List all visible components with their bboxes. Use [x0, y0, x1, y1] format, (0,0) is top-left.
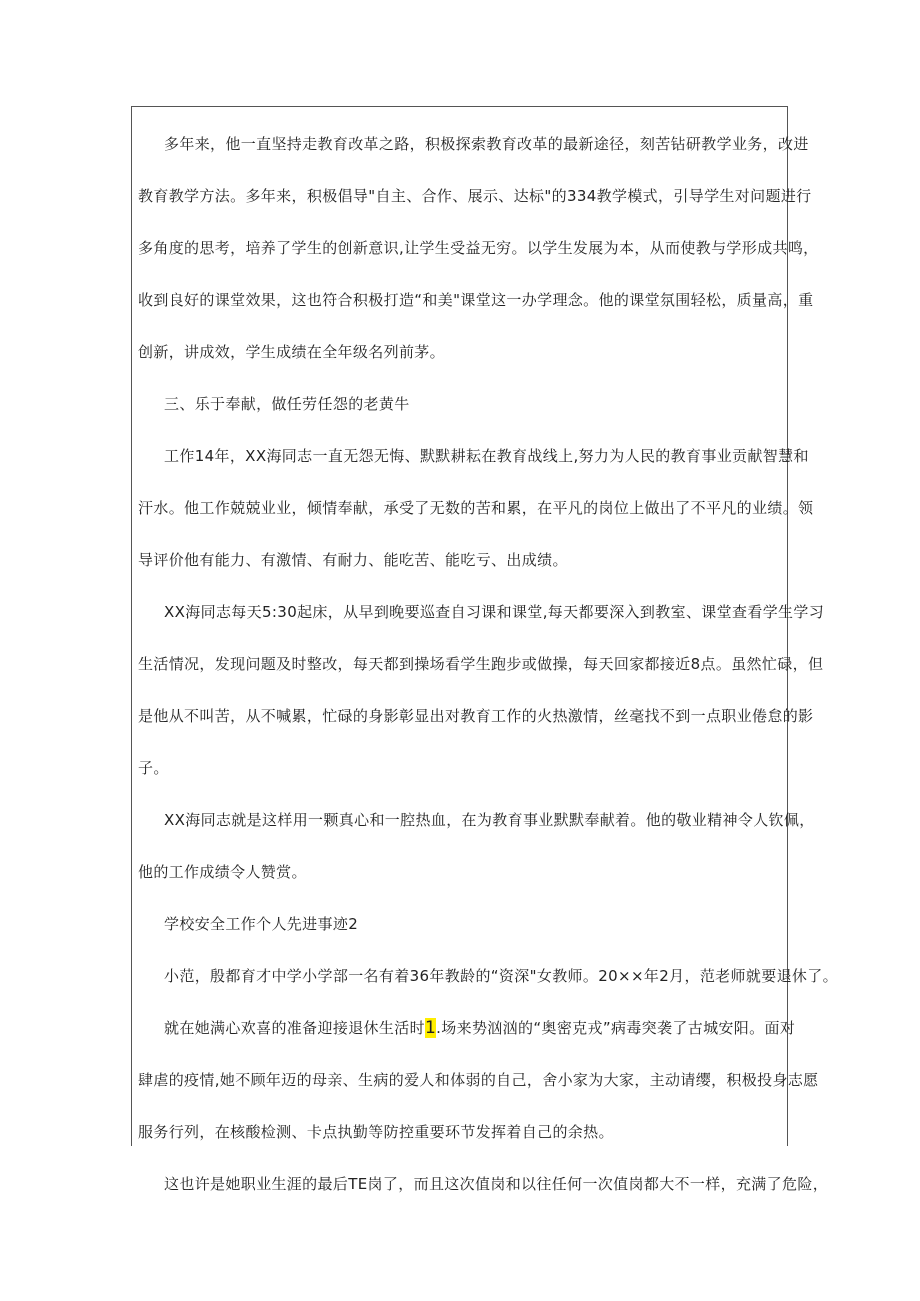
section-heading: 三、乐于奉献，做任劳任怨的老黄牛 — [164, 395, 410, 413]
text-line: 生活情况，发现问题及时整改，每天都到操场看学生跑步或做操，每天回家都接近8点。虽然忙碌，但 — [138, 655, 824, 673]
text-line: 工作14年，XX海同志一直无怨无悔、默默耕耘在教育战线上,努力为人民的教育事业贡献智慧和 — [164, 447, 809, 465]
highlighted-marker: 1 — [424, 1018, 437, 1038]
text-line: 多角度的思考，培养了学生的创新意识,让学生受益无穷。以学生发展为本，从而使教与学形成共鸣， — [138, 239, 819, 257]
text-line: 他的工作成绩令人赞赏。 — [138, 863, 307, 881]
text-line: 汗水。他工作兢兢业业，倾情奉献，承受了无数的苦和累，在平凡的岗位上做出了不平凡的业绩。领 — [138, 499, 814, 517]
text-line: 子。 — [138, 759, 169, 777]
text-line: 创新，讲成效，学生成绩在全年级名列前茅。 — [138, 343, 446, 361]
text-line: 多年来，他一直坚持走教育改革之路，积极探索教育改革的最新途径，刻苦钻研教学业务，改进 — [164, 135, 809, 153]
text-segment: .场来势汹汹的“奥密克戎”病毒突袭了古城安阳。面对 — [436, 1019, 796, 1037]
text-line: 是他从不叫苦，从不喊累，忙碌的身影彰显出对教育工作的火热激情，丝毫找不到一点职业倦怠的影 — [138, 707, 814, 725]
text-line: 小范，殷都育才中学小学部一名有着36年教龄的“资深"女教师。20××年2月，范老师就要退休了。 — [164, 967, 838, 985]
text-line: 肆虐的疫情,她不顾年迈的母亲、生病的爱人和体弱的自己，舍小家为大家，主动请缨，积极投身志愿 — [138, 1071, 819, 1089]
text-line: 服务行列，在核酸检测、卡点执勤等防控重要环节发挥着自己的余热。 — [138, 1123, 614, 1141]
text-line: XX海同志每天5:30起床，从早到晚要巡查自习课和课堂,每天都要深入到教室、课堂查看学生学习 — [164, 603, 825, 621]
section-heading: 学校安全工作个人先进事迹2 — [164, 915, 359, 933]
text-line — [132, 1018, 819, 1038]
text-line: XX海同志就是这样用一颗真心和一腔热血，在为教育事业默默奉献着。他的敬业精神令人钦佩， — [164, 811, 815, 829]
text-line: 教育教学方法。多年来，积极倡导"自主、合作、展示、达标"的334教学模式，引导学生对问题进行 — [138, 187, 812, 205]
text-segment: 就在她满心欢喜的准备迎接退休生活时 — [164, 1019, 425, 1037]
text-line: 导评价他有能力、有激情、有耐力、能吃苦、能吃亏、出成绩。 — [138, 551, 568, 569]
text-line: 收到良好的课堂效果，这也符合积极打造“和美"课堂这一办学理念。他的课堂氛围轻松，质量高，重 — [138, 291, 814, 309]
document-frame — [131, 106, 838, 1193]
text-line: 这也许是她职业生涯的最后TE岗了，而且这次值岗和以往任何一次值岗都大不一样，充满了危险， — [164, 1175, 829, 1193]
